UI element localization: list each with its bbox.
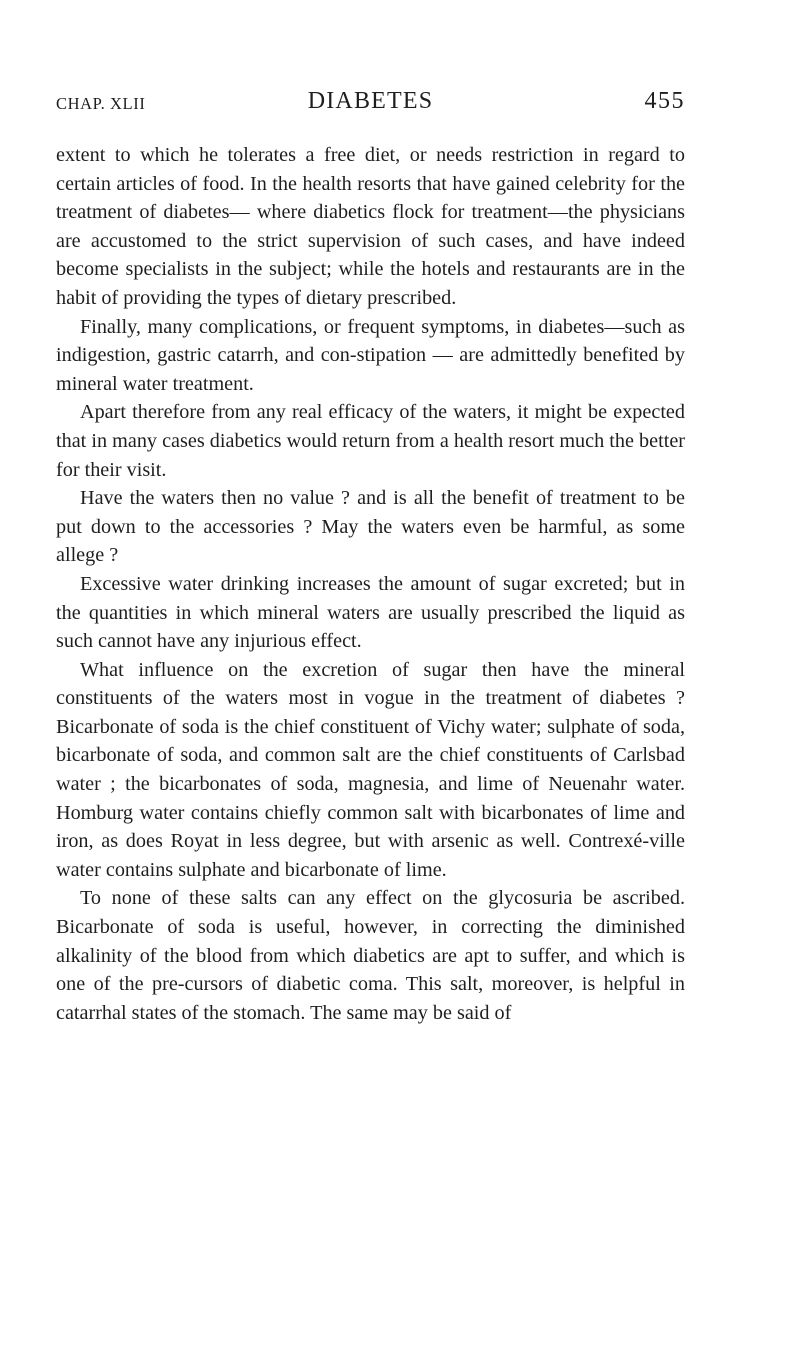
paragraph-salts: To none of these salts can any effect on the glycosuria be ascribed. Bicarbonate of soda is useful, however, in correcting the diminished alkalinity of the blood from which diabetics are apt to suffer, and which is one of the pre-cursors of diabetic coma. This salt, moreover, is helpful in catarrhal states of the stomach. The same may be said of xyxy=(56,887,685,1024)
running-title: DIABETES xyxy=(307,88,434,114)
paragraph-complications: Finally, many complications, or frequent symptoms, in diabetes—such as indigestion, gastric catarrh, and con-stipation — are admittedly benefited by mineral water treatment. xyxy=(56,315,685,395)
paragraph-continued: extent to which he tolerates a free diet, or needs restriction in regard to certain articles of food. In the health resorts that have gained celebrity for the treatment of diabetes— where diabetics flock for treatment—the physicians are accustomed to the strict supervision of such cases, and have indeed become specialists in the subject; while the hotels and restaurants are in the habit of providing the types of dietary prescribed. xyxy=(56,144,685,309)
paragraph-water-drinking: Excessive water drinking increases the amount of sugar excreted; but in the quantities in which mineral waters are usually prescribed the liquid as such cannot have any injurious effect. xyxy=(56,572,685,653)
chapter-label: CHAP. XLII xyxy=(56,94,146,113)
running-head xyxy=(56,88,685,118)
paragraph-efficacy: Apart therefore from any real efficacy of the waters, it might be expected that in many cases diabetics would return from a health resort much the better for their visit. xyxy=(56,401,685,481)
paragraph-questions: Have the waters then no value ? and is all the benefit of treatment to be put down to the accessories ? May the waters even be harmful, as some allege ? xyxy=(56,487,685,567)
body-text xyxy=(56,141,685,1027)
paragraph-mineral-constituents: What influence on the excretion of sugar then have the mineral constituents of the waters most in vogue in the treatment of diabetes ? Bicarbonate of soda is the chief constituent of Vichy water; sulphate of soda, bicarbonate of soda, and common salt are the chief constituents of Carlsbad water ; the bicarbonates of soda, magnesia, and lime of Neuenahr water. Homburg water contains chiefly common salt with bicarbonates of lime and iron, as does Royat in less degree, but with arsenic as well. Contrexé-ville water contains sulphate and bicarbonate of lime. xyxy=(56,658,685,881)
page-number: 455 xyxy=(644,88,685,114)
book-page xyxy=(56,88,685,1024)
